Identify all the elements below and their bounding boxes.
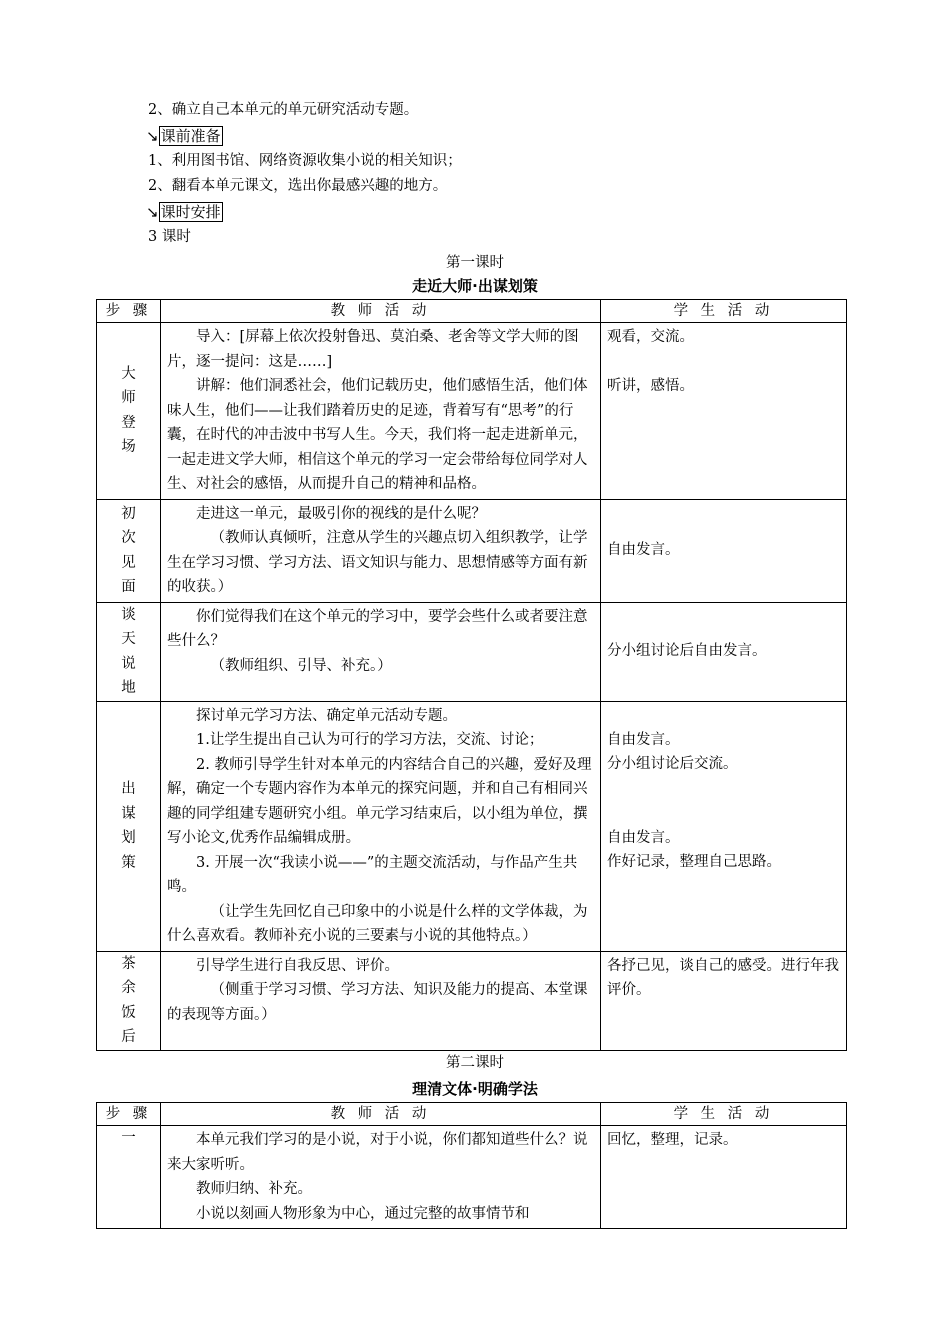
student-paragraph: 回忆，整理，记录。 bbox=[607, 1132, 738, 1148]
table-row bbox=[97, 1126, 847, 1229]
student-cell bbox=[601, 323, 847, 500]
lesson1-title: 走近大师·出谋划策 bbox=[412, 277, 538, 295]
teacher-paragraph: 讲解：他们洞悉社会，他们记载历史，他们感悟生活，他们体味人生，他们——让我们踏着历史的足迹，背着写有“思考”的行囊，在时代的冲击波中书写人生。今天，我们将一起走进新单元，一起走进文学大师，相信这个单元的学习一定会带给每位同学对人生、对社会的感悟，从而提升自己的精神和品格。 bbox=[167, 378, 588, 492]
prep-heading-label: 课前准备 bbox=[160, 127, 221, 145]
header-teacher: 教 师 活 动 bbox=[161, 300, 601, 323]
goal-line-2: 2、确立自己本单元的单元研究活动专题。 bbox=[148, 102, 419, 118]
student-paragraph: 分小组讨论后自由发言。 bbox=[607, 643, 767, 660]
header-student: 学 生 活 动 bbox=[601, 300, 847, 323]
arrow-down-right-icon: ↘ bbox=[146, 203, 159, 221]
lesson2-number: 第二课时 bbox=[446, 1055, 504, 1071]
teacher-paragraph: 引导学生进行自我反思、评价。 bbox=[196, 957, 399, 974]
header-student: 学 生 活 动 bbox=[601, 1103, 847, 1126]
teacher-cell bbox=[161, 499, 601, 602]
teacher-paragraph: 走进这一单元，最吸引你的视线的是什么呢？ bbox=[196, 505, 486, 522]
teacher-paragraph: 探讨单元学习方法、确定单元活动专题。 bbox=[196, 707, 457, 724]
table-row bbox=[97, 701, 847, 951]
student-paragraph: 分小组讨论后交流。 bbox=[607, 756, 738, 772]
student-cell bbox=[601, 951, 847, 1050]
teacher-paragraph: 2. 教师引导学生针对本单元的内容结合自己的兴趣，爱好及理解，确定一个专题内容作为本单元的探究问题，并和自己有相同兴趣的同学组建专题研究小组。单元学习结束后，以小组为单位，撰写小论文,优秀作品编辑成册。 bbox=[167, 756, 592, 846]
step-cell: 谈天说地 bbox=[97, 602, 161, 701]
table-row bbox=[97, 951, 847, 1050]
lesson2-table bbox=[96, 1102, 847, 1229]
table-row bbox=[97, 323, 847, 500]
lesson1-table bbox=[96, 299, 847, 1051]
teacher-paragraph: （侧重于学习习惯、学习方法、知识及能力的提高、本堂课的表现等方面。） bbox=[167, 982, 588, 1023]
student-cell bbox=[601, 499, 847, 602]
teacher-paragraph: 你们觉得我们在这个单元的学习中，要学会些什么或者要注意些什么？ bbox=[167, 608, 588, 649]
table-header-row bbox=[97, 1103, 847, 1126]
student-paragraph: 各抒己见，谈自己的感受。进行年我评价。 bbox=[607, 957, 839, 998]
header-step: 步 骤 bbox=[97, 1103, 161, 1126]
teacher-cell bbox=[161, 701, 601, 951]
student-paragraph: 作好记录，整理自己思路。 bbox=[607, 854, 781, 870]
teacher-cell bbox=[161, 602, 601, 701]
table-row bbox=[97, 602, 847, 701]
lesson1-number: 第一课时 bbox=[446, 255, 504, 271]
schedule-heading-label: 课时安排 bbox=[160, 203, 221, 221]
teacher-paragraph: （教师认真倾听，注意从学生的兴趣点切入组织教学，让学生在学习习惯、学习方法、语文知识与能力、思想情感等方面有新的收获。） bbox=[167, 530, 588, 595]
teacher-paragraph: （让学生先回忆自己印象中的小说是什么样的文学体裁，为什么喜欢看。教师补充小说的三要素与小说的其他特点。） bbox=[167, 903, 588, 944]
student-paragraph: 自由发言。 bbox=[607, 542, 680, 559]
student-paragraph: 观看，交流。 bbox=[607, 329, 694, 345]
schedule-heading bbox=[146, 202, 223, 222]
header-teacher: 教 师 活 动 bbox=[161, 1103, 601, 1126]
student-cell bbox=[601, 602, 847, 701]
header-step: 步 骤 bbox=[97, 300, 161, 323]
teacher-paragraph: 3. 开展一次“我读小说——”的主题交流活动，与作品产生共鸣。 bbox=[167, 854, 578, 895]
student-paragraph: 听讲，感悟。 bbox=[607, 377, 694, 394]
teacher-paragraph: （教师组织、引导、补充。） bbox=[210, 657, 392, 674]
teacher-paragraph: 教师归纳、补充。 bbox=[196, 1181, 312, 1197]
student-cell bbox=[601, 701, 847, 951]
prep-item: 2、翻看本单元课文，选出你最感兴趣的地方。 bbox=[148, 178, 448, 194]
teacher-paragraph: 小说以刻画人物形象为中心，通过完整的故事情节和 bbox=[196, 1205, 530, 1222]
teacher-cell bbox=[161, 1126, 601, 1229]
schedule-value: 3 课时 bbox=[148, 229, 191, 245]
step-cell: 初次见面 bbox=[97, 499, 161, 602]
teacher-paragraph: 本单元我们学习的是小说，对于小说，你们都知道些什么？说来大家听听。 bbox=[167, 1132, 588, 1173]
teacher-paragraph: 1.让学生提出自己认为可行的学习方法，交流、讨论； bbox=[196, 732, 544, 748]
student-paragraph: 自由发言。 bbox=[607, 731, 680, 748]
teacher-paragraph: 导入：[屏幕上依次投射鲁迅、莫泊桑、老舍等文学大师的图片，逐一提问：这是……] bbox=[167, 329, 579, 370]
student-cell bbox=[601, 1126, 847, 1229]
step-cell: 出谋划策 bbox=[97, 701, 161, 951]
teacher-cell bbox=[161, 323, 601, 500]
step-cell: 大师登场 bbox=[97, 323, 161, 500]
student-paragraph: 自由发言。 bbox=[607, 829, 680, 846]
step-cell: 茶余饭后 bbox=[97, 951, 161, 1050]
arrow-down-right-icon: ↘ bbox=[146, 127, 159, 145]
table-header-row bbox=[97, 300, 847, 323]
prep-heading bbox=[146, 126, 223, 146]
teacher-cell bbox=[161, 951, 601, 1050]
prep-item: 1、利用图书馆、网络资源收集小说的相关知识； bbox=[148, 153, 462, 169]
table-row bbox=[97, 499, 847, 602]
lesson2-title: 理清文体·明确学法 bbox=[412, 1080, 538, 1098]
step-cell: 一 bbox=[97, 1126, 161, 1229]
